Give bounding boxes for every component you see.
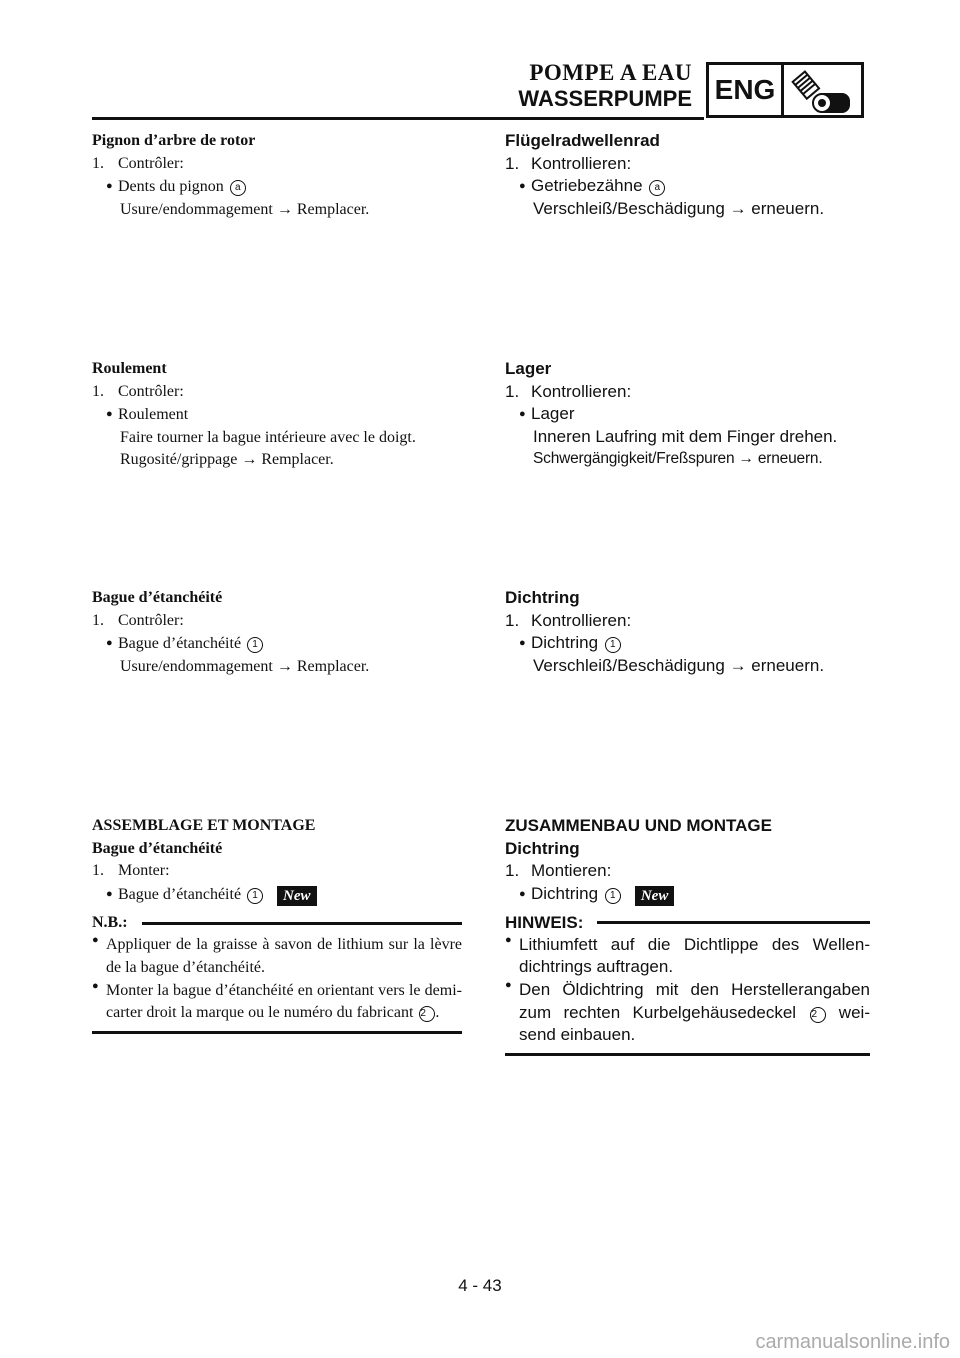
section-rotor-pinion-de [505, 130, 870, 220]
bullet-icon: ● [106, 180, 113, 193]
check-instruction: Inneren Laufring mit dem Finger drehen. [533, 426, 838, 446]
section-title: Lager [505, 359, 552, 378]
note-text: Lithiumfett auf die Dichtlippe des Wellen-dichtrings auftragen. [519, 934, 870, 977]
check-result: Usure/endommagement → Remplacer. [120, 657, 370, 675]
step-action: Kontrollieren: [531, 381, 632, 401]
step-number: 1. [92, 862, 104, 880]
bullet-icon: ● [106, 637, 113, 650]
check-item: Bague d’étanchéité [118, 635, 242, 653]
check-result: Verschleiß/Beschädigung → erneuern. [533, 655, 825, 675]
bullet-icon: ● [106, 887, 113, 900]
note-header [505, 912, 870, 934]
note-header [92, 912, 462, 934]
section-title: Roulement [92, 360, 167, 377]
new-part-badge: New [635, 886, 675, 906]
bullet-icon: ● [519, 887, 526, 900]
step-number: 1. [505, 610, 520, 630]
step-action: Monter: [118, 862, 170, 880]
check-item: Dichtring [531, 633, 599, 653]
note-item [505, 934, 870, 979]
check-result: Schwergängigkeit/Freßspuren → erneuern. [533, 450, 823, 468]
note-text-end: . [435, 1004, 440, 1022]
bullet-icon: ● [519, 637, 526, 650]
note-item [505, 979, 870, 1047]
bullet-icon: ● [92, 979, 99, 992]
section-heading: ASSEMBLAGE ET MONTAGE [92, 817, 316, 834]
step-number: 1. [505, 861, 520, 881]
section-bearing-fr [92, 358, 462, 472]
note-text: Monter la bague d’étanchéité en orientant vers le demi-carter droit la marque ou le numéro du fabricant [106, 981, 462, 1022]
section-title: Bague d’étanchéité [92, 839, 223, 857]
step-number: 1. [92, 611, 104, 629]
engine-wrench-icon [784, 62, 864, 118]
step-action: Montieren: [531, 861, 612, 881]
header-rule [92, 117, 704, 120]
step-action: Kontrollieren: [531, 153, 632, 173]
section-bearing-de [505, 358, 870, 471]
section-oil-seal-de [505, 587, 870, 677]
bullet-icon: ● [505, 978, 512, 991]
eng-badge: ENG [706, 62, 784, 118]
bullet-icon: ● [519, 180, 526, 193]
note-rule [142, 922, 462, 925]
check-result: Verschleiß/Beschädigung → erneuern. [533, 198, 825, 218]
bullet-icon: ● [92, 934, 99, 947]
section-title: Flügelradwellenrad [505, 131, 660, 150]
bullet-icon: ● [519, 408, 526, 421]
header-title-fr: POMPE A EAU [529, 60, 692, 85]
check-item: Dents du pignon [118, 178, 224, 196]
step-number: 1. [92, 382, 104, 400]
note-label: N.B.: [92, 914, 128, 932]
note-text: Appliquer de la graisse à savon de lithium sur la lèvre de la bague d’étanchéité. [106, 936, 462, 976]
note-rule [597, 921, 870, 924]
note-bottom-rule [505, 1053, 870, 1056]
step-number: 1. [505, 381, 520, 401]
step-action: Kontrollieren: [531, 610, 632, 630]
check-item: Roulement [118, 406, 189, 424]
step-number: 1. [92, 154, 104, 172]
bullet-icon: ● [106, 408, 113, 421]
note-text-end: wei-send einbauen. [519, 1002, 870, 1045]
section-rotor-pinion-fr [92, 130, 462, 221]
section-title: Pignon d’arbre de rotor [92, 132, 256, 149]
callout-marker: a [649, 180, 665, 196]
new-part-badge: New [277, 886, 317, 906]
section-title: Dichtring [505, 838, 580, 858]
note-bottom-rule [92, 1031, 462, 1034]
callout-marker: 1 [247, 637, 263, 653]
bullet-icon: ● [505, 933, 512, 946]
install-item: Bague d’étanchéité [118, 885, 242, 903]
section-title: Dichtring [505, 588, 580, 607]
page-number: 4 - 43 [458, 1276, 502, 1295]
check-item: Getriebezähne [531, 176, 643, 196]
install-item: Dichtring [531, 883, 599, 903]
note-text-container [106, 980, 462, 1025]
step-action: Contrôler: [118, 611, 184, 629]
callout-marker: 2 [419, 1006, 435, 1022]
note-label: HINWEIS: [505, 912, 584, 932]
note-item [92, 934, 462, 979]
callout-marker: 1 [605, 888, 621, 904]
check-item: Lager [531, 404, 575, 424]
section-assembly-de [505, 815, 870, 1056]
callout-marker: 1 [247, 888, 263, 904]
check-result: Rugosité/grippage → Remplacer. [120, 451, 334, 469]
callout-marker: 1 [605, 637, 621, 653]
note-item [92, 980, 462, 1025]
section-oil-seal-fr [92, 587, 462, 678]
callout-marker: a [230, 180, 246, 196]
section-title: Bague d’étanchéité [92, 589, 223, 606]
header-title-de: WASSERPUMPE [518, 86, 692, 111]
section-heading: ZUSAMMENBAU UND MONTAGE [505, 816, 772, 835]
note-text: Den Öldichtring mit den Herstellerangaben zum rechten Kurbelgehäusedeckel [519, 979, 870, 1022]
callout-marker: 2 [810, 1007, 826, 1023]
note-text-container [519, 979, 870, 1047]
watermark: carmanualsonline.info [755, 1331, 950, 1353]
check-instruction: Faire tourner la bague intérieure avec le doigt. [120, 428, 416, 446]
step-action: Contrôler: [118, 382, 184, 400]
check-result: Usure/endommagement → Remplacer. [120, 200, 370, 218]
step-number: 1. [505, 153, 520, 173]
section-assembly-fr [92, 815, 462, 1034]
step-action: Contrôler: [118, 154, 184, 172]
